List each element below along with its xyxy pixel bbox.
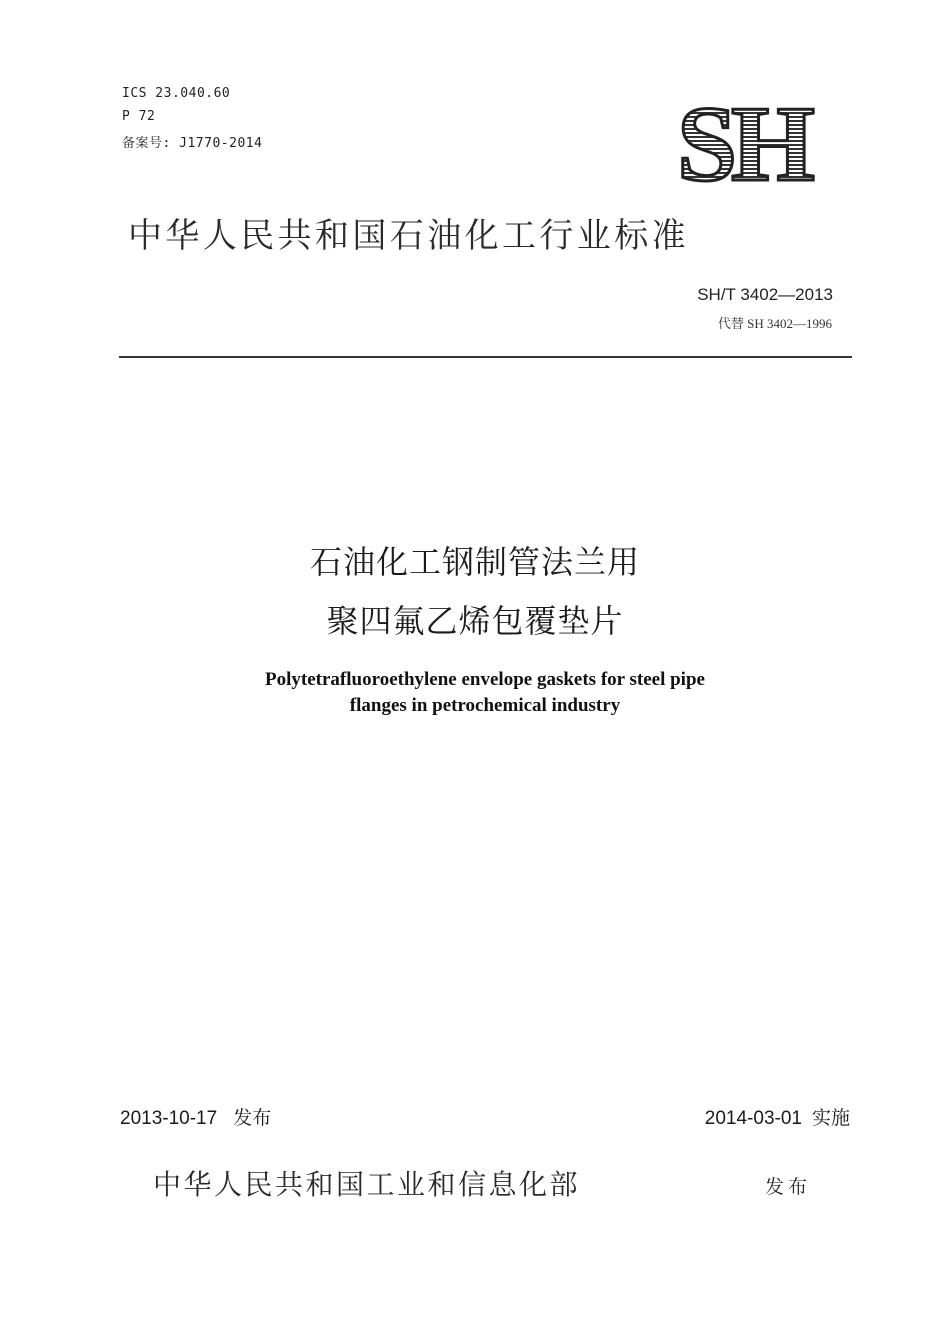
issuer-action: 发布 <box>765 1176 812 1198</box>
english-title-line-1: Polytetrafluoroethylene envelope gaskets for steel pipe <box>265 669 705 690</box>
issuing-authority: 中华人民共和国工业和信息化部 <box>153 1168 581 1201</box>
standard-category-title: 中华人民共和国石油化工行业标准 <box>128 216 689 256</box>
english-title-line-2: flanges in petrochemical industry <box>349 695 621 716</box>
ccs-code: P 72 <box>122 109 156 124</box>
filing-number: 备案号: J1770-2014 <box>122 136 263 151</box>
standard-number: SH/T 3402—2013 <box>697 285 833 304</box>
ics-code: ICS 23.040.60 <box>122 86 231 101</box>
logo-lettering: SH <box>676 96 810 192</box>
issue-label: 发布 <box>233 1108 272 1129</box>
sh-logo-icon <box>648 96 838 192</box>
replaces-standard: 代替 SH 3402—1996 <box>717 316 832 331</box>
issue-date: 2013-10-17 <box>120 1108 218 1129</box>
implementation-date: 2014-03-01 <box>704 1108 802 1129</box>
implementation-date-block <box>705 1103 850 1130</box>
chinese-title-line-2: 聚四氟乙烯包覆垫片 <box>326 602 624 640</box>
header-divider <box>119 356 852 358</box>
implementation-label: 实施 <box>811 1108 850 1129</box>
chinese-title-line-1: 石油化工钢制管法兰用 <box>309 543 640 581</box>
issue-date-block <box>120 1103 271 1130</box>
